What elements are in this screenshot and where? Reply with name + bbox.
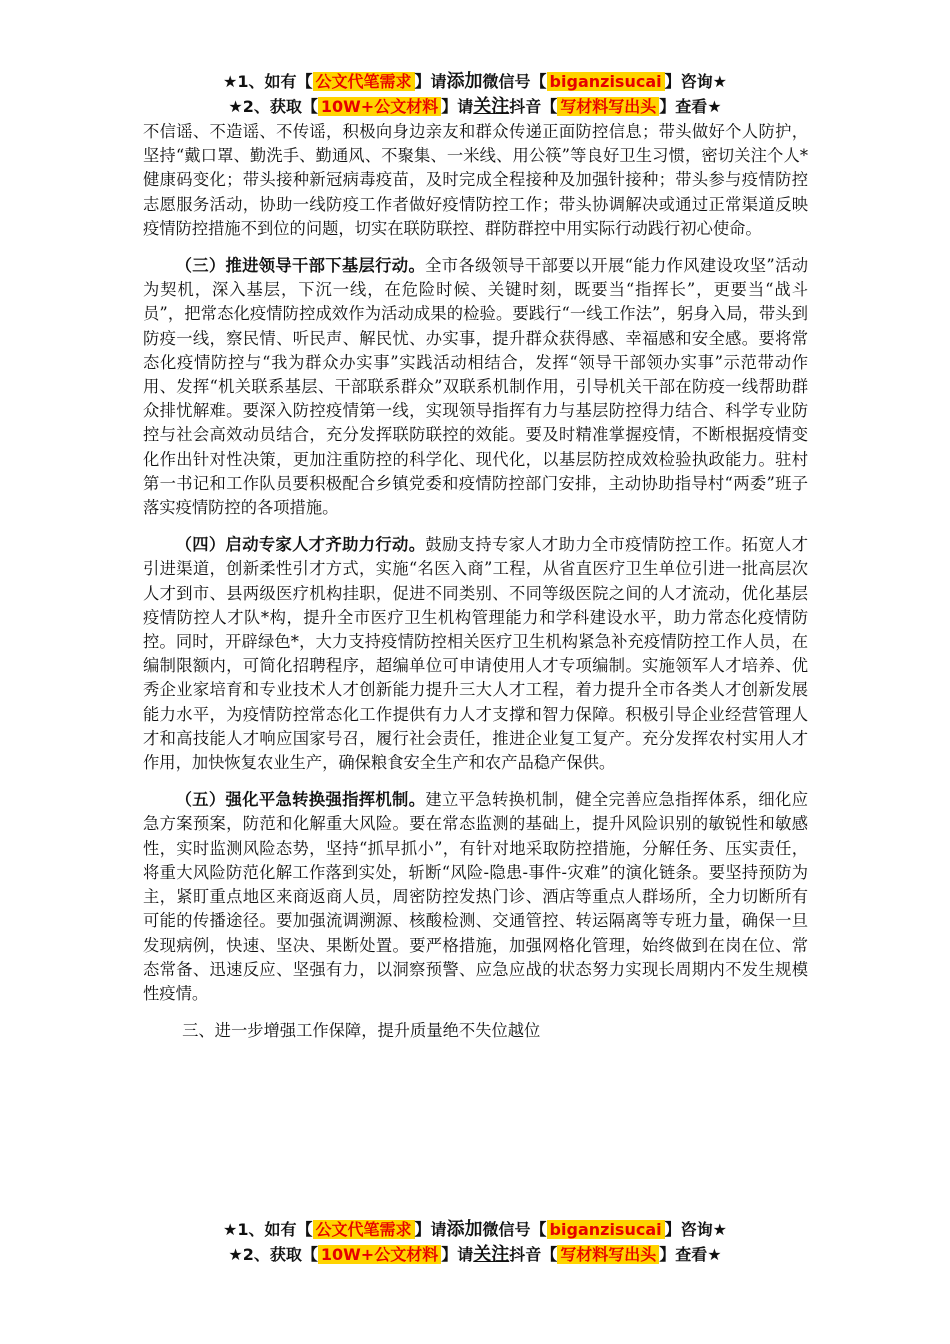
banner-text: 微信号【 [482,1220,547,1239]
ad-banner-line-2 [0,95,950,119]
section-3-title: 三、进一步增强工作保障，提升质量绝不失位越位 [182,1021,541,1041]
paragraph-4-heading: （四）启动专家人才齐助力行动。 [175,535,426,555]
ad-banner-line-1 [0,70,950,94]
paragraph-5 [143,788,808,1006]
paragraph-5-text: 建立平急转换机制，健全完善应急指挥体系，细化应急方案预案，防范和化解重大风险。要在常态监测的基础上，提升风险识别的敏锐性和敏感性，实时监测风险态势，坚持“抓早抓小”，有针对地采取防控措施，分解任务、压实责任，将重大风险防范化解工作落到实处，斩断“风险-隐患-事件-灾难”的演化链条。要坚持预防为主，紧盯重点地区来商返商人员，周密防控发热门诊、酒店等重点人群场所，全力切断所有可能的传播途径。要加强流调溯源、核酸检测、交通管控、转运隔离等专班力量，确保一旦发现病例，快速、坚决、果断处置。要严格措施，加强网格化管理，始终做到在岗在位、常态常备、迅速反应、坚强有力，以洞察预警、应急应战的状态努力实现长周期内不发生规模性疫情。 [143,790,808,1003]
banner-text: 】查看★ [659,1245,722,1264]
banner-text: ★1、如有【 [223,1220,313,1239]
banner-text: 】咨询★ [664,1220,727,1239]
wechat-id-highlight: biganzisucai [547,72,665,91]
banner-text: ★2、获取【 [228,1245,318,1264]
douyin-id-highlight: 写材料写出头 [557,97,659,116]
banner-text: 】请 [414,1220,447,1239]
ad-banner-line-1-bottom [0,1218,950,1242]
banner-text: 】请 [441,1245,474,1264]
banner-text: 抖音【 [509,1245,558,1264]
banner-emphasis: 关注 [473,96,510,117]
banner-text: ★2、获取【 [228,97,318,116]
highlight-tag: 10W+公文材料 [318,97,441,116]
banner-text: 】请 [414,72,447,91]
banner-text: ★1、如有【 [223,72,313,91]
paragraph-5-heading: （五）强化平急转换强指挥机制。 [175,790,426,810]
paragraph-continued: 不信谣、不造谣、不传谣，积极向身边亲友和群众传递正面防控信息；带头做好个人防护，坚持“戴口罩、勤洗手、勤通风、不聚集、一米线、用公筷”等良好卫生习惯，密切关注个人*健康码变化；带头接种新冠病毒疫苗，及时完成全程接种及加强针接种；带头参与疫情防控志愿服务活动，协助一线防疫工作者做好疫情防控工作；带头协调解决或通过正常渠道反映疫情防控措施不到位的问题，切实在联防联控、群防群控中用实际行动践行初心使命。 [143,122,808,238]
paragraph-3 [143,254,808,520]
banner-text: 】查看★ [659,97,722,116]
banner-text: 】咨询★ [664,72,727,91]
highlight-tag: 公文代笔需求 [313,1220,415,1239]
banner-text: 抖音【 [509,97,558,116]
banner-emphasis: 关注 [473,1244,510,1265]
banner-text: 微信号【 [482,72,547,91]
banner-emphasis: 添加 [446,71,483,92]
highlight-tag: 10W+公文材料 [318,1245,441,1264]
paragraph-3-text: 全市各级领导干部要以开展“能力作风建设攻坚”活动为契机，深入基层，下沉一线，在危险时候、关键时刻，既要当“指挥长”，更要当“战斗员”，把常态化疫情防控成效作为活动成果的检验。要践行“一线工作法”，躬身入局，带头到防疫一线，察民情、听民声、解民忧、办实事，提升群众获得感、幸福感和安全感。要将常态化疫情防控与“我为群众办实事”实践活动相结合，发挥“领导干部领办实事”示范带动作用、发挥“机关联系基层、干部联系群众”双联系机制作用，引导机关干部在防疫一线帮助群众排忧解难。要深入防控疫情第一线，实现领导指挥有力与基层防控得力结合、科学专业防控与社会高效动员结合，充分发挥联防联控的效能。要及时精准掌握疫情，不断根据疫情变化作出针对性决策，更加注重防控的科学化、现代化，以基层防控成效检验执政能力。驻村第一书记和工作队员要积极配合乡镇党委和疫情防控部门安排，主动协助指导村“两委”班子落实疫情防控的各项措施。 [143,256,808,518]
paragraph-4-text: 鼓励支持专家人才助力全市疫情防控工作。拓宽人才引进渠道，创新柔性引才方式，实施“名医入商”工程，从省直医疗卫生单位引进一批高层次人才到市、县两级医疗机构挂职，促进不同类别、不同等级医院之间的人才流动，优化基层疫情防控人才队*构，提升全市医疗卫生机构管理能力和学科建设水平，助力常态化疫情防控。同时，开辟绿色*，大力支持疫情防控相关医疗卫生机构紧急补充疫情防控工作人员，在编制限额内，可简化招聘程序，超编单位可申请使用人才专项编制。实施领军人才培养、优秀企业家培育和专业技术人才创新能力提升三大人才工程，着力提升全市各类人才创新发展能力水平，为疫情防控常态化工作提供有力人才支撑和智力保障。积极引导企业经营管理人才和高技能人才响应国家号召，履行社会责任，推进企业复工复产。充分发挥农村实用人才作用，加快恢复农业生产，确保粮食安全生产和农产品稳产保供。 [143,535,808,773]
document-body [143,120,808,1049]
highlight-tag: 公文代笔需求 [313,72,415,91]
banner-emphasis: 添加 [446,1219,483,1240]
banner-text: 】请 [441,97,474,116]
douyin-id-highlight: 写材料写出头 [557,1245,659,1264]
paragraph-3-heading: （三）推进领导干部下基层行动。 [175,256,426,276]
paragraph-4 [143,533,808,775]
ad-banner-line-2-bottom [0,1243,950,1267]
wechat-id-highlight: biganzisucai [547,1220,665,1239]
